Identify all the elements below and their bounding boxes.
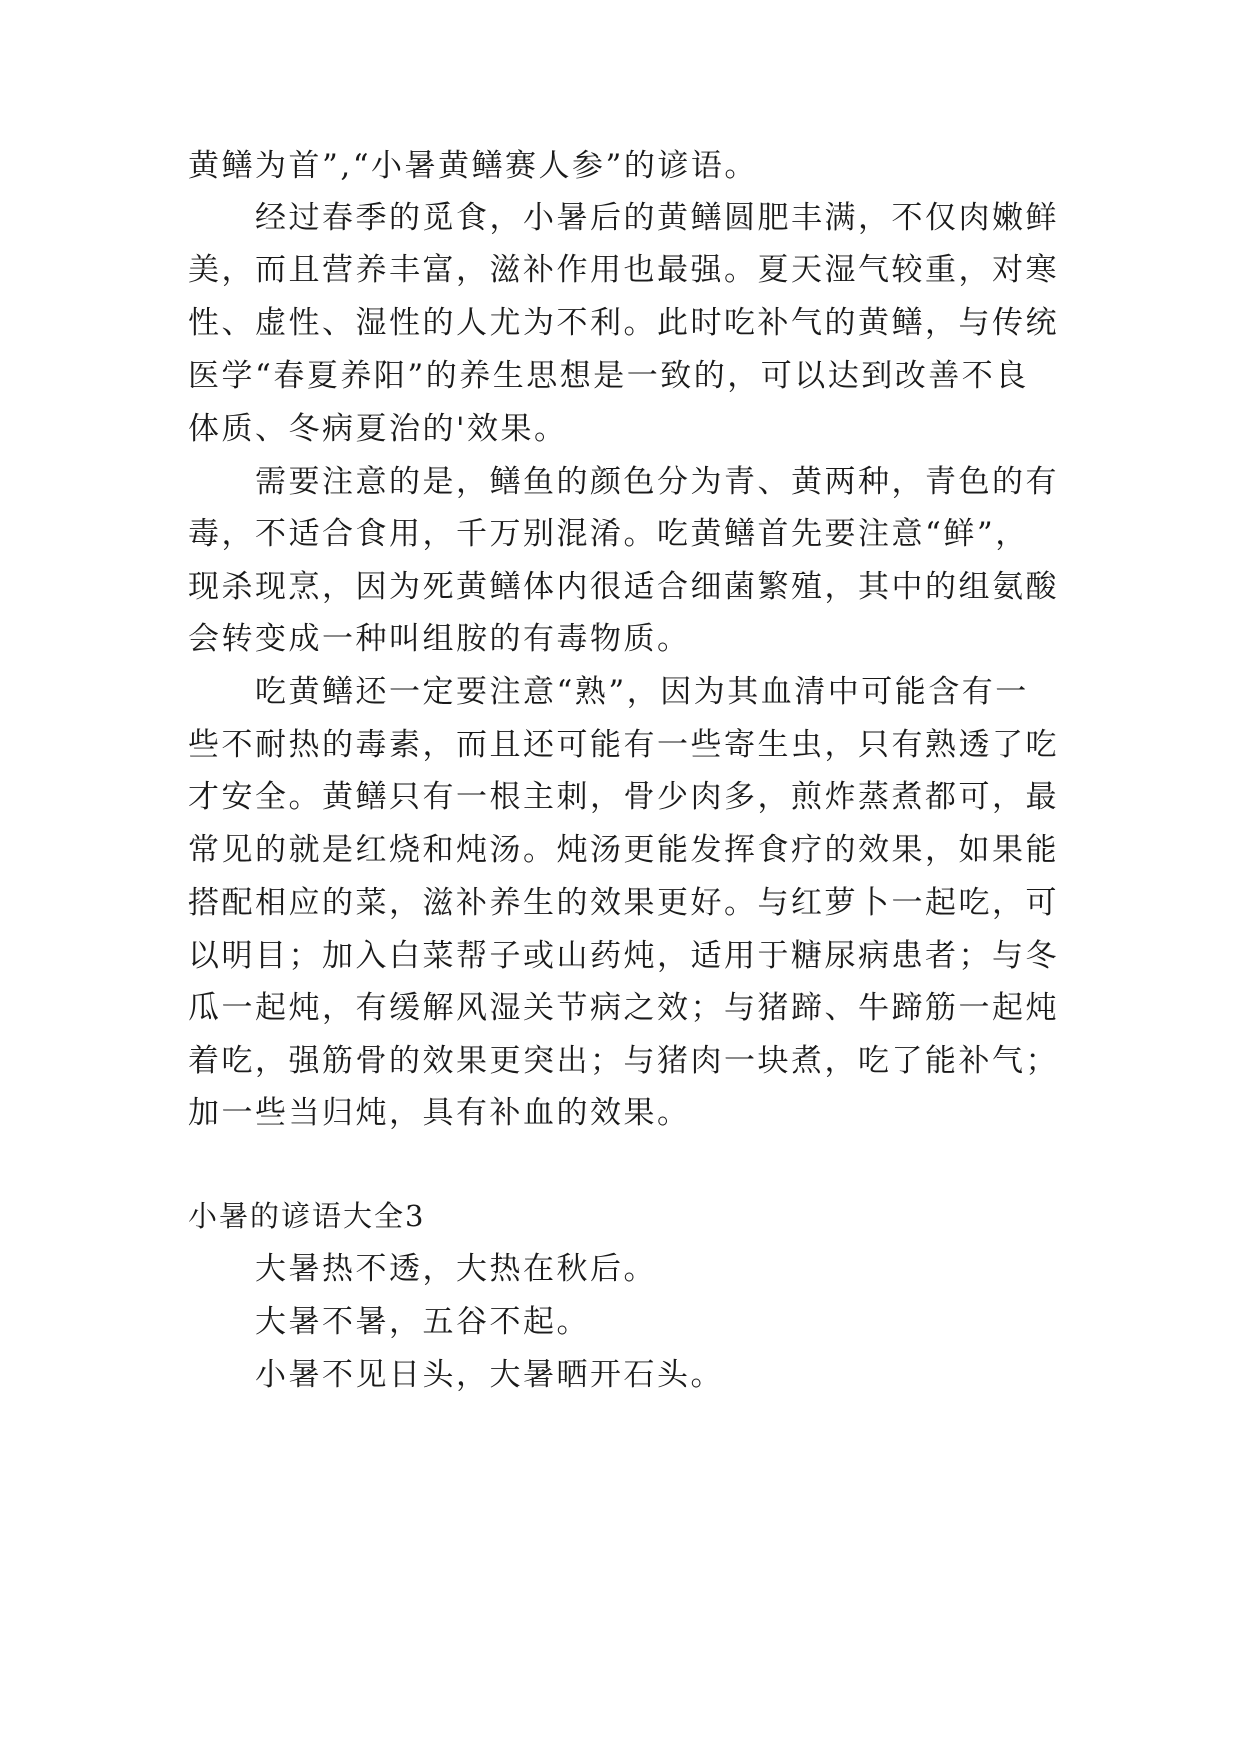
paragraph-line: 吃黄鳝还一定要注意“熟”，因为其血清中可能含有一 bbox=[255, 674, 1029, 710]
proverb-line: 大暑不暑，五谷不起。 bbox=[255, 1304, 590, 1340]
paragraph-line: 经过春季的觅食，小暑后的黄鳝圆肥丰满，不仅肉嫩鲜 bbox=[255, 200, 1059, 236]
proverb-line: 小暑不见日头，大暑晒开石头。 bbox=[255, 1357, 724, 1393]
paragraph-line: 着吃，强筋骨的效果更突出；与猪肉一块煮，吃了能补气； bbox=[188, 1043, 1059, 1079]
paragraph-line: 黄鳝为首”,“小暑黄鳝赛人参”的谚语。 bbox=[188, 148, 758, 184]
paragraph-line: 医学“春夏养阳”的养生思想是一致的，可以达到改善不良 bbox=[188, 358, 1029, 394]
paragraph-line: 加一些当归炖，具有补血的效果。 bbox=[188, 1095, 691, 1131]
paragraph-line: 瓜一起炖，有缓解风湿关节病之效；与猪蹄、牛蹄筋一起炖 bbox=[188, 990, 1059, 1026]
paragraph-line: 现杀现烹，因为死黄鳝体内很适合细菌繁殖，其中的组氨酸 bbox=[188, 569, 1059, 605]
paragraph-line: 会转变成一种叫组胺的有毒物质。 bbox=[188, 621, 691, 657]
paragraph-line: 需要注意的是，鳝鱼的颜色分为青、黄两种，青色的有 bbox=[255, 464, 1059, 500]
paragraph-line: 毒，不适合食用，千万别混淆。吃黄鳝首先要注意“鲜”， bbox=[188, 516, 1029, 552]
paragraph-line: 搭配相应的菜，滋补养生的效果更好。与红萝卜一起吃，可 bbox=[188, 885, 1059, 921]
paragraph-line: 常见的就是红烧和炖汤。炖汤更能发挥食疗的效果，如果能 bbox=[188, 832, 1059, 868]
proverb-line: 大暑热不透，大热在秋后。 bbox=[255, 1251, 657, 1287]
paragraph-line: 才安全。黄鳝只有一根主刺，骨少肉多，煎炸蒸煮都可，最 bbox=[188, 779, 1059, 815]
paragraph-line: 性、虚性、湿性的人尤为不利。此时吃补气的黄鳝，与传统 bbox=[188, 305, 1059, 341]
section-heading: 小暑的谚语大全3 bbox=[188, 1199, 426, 1233]
paragraph-line: 体质、冬病夏治的'效果。 bbox=[188, 411, 568, 447]
paragraph-line: 些不耐热的毒素，而且还可能有一些寄生虫，只有熟透了吃 bbox=[188, 727, 1059, 763]
paragraph-line: 以明目；加入白菜帮子或山药炖，适用于糖尿病患者；与冬 bbox=[188, 938, 1059, 974]
paragraph-line: 美，而且营养丰富，滋补作用也最强。夏天湿气较重，对寒 bbox=[188, 252, 1059, 288]
